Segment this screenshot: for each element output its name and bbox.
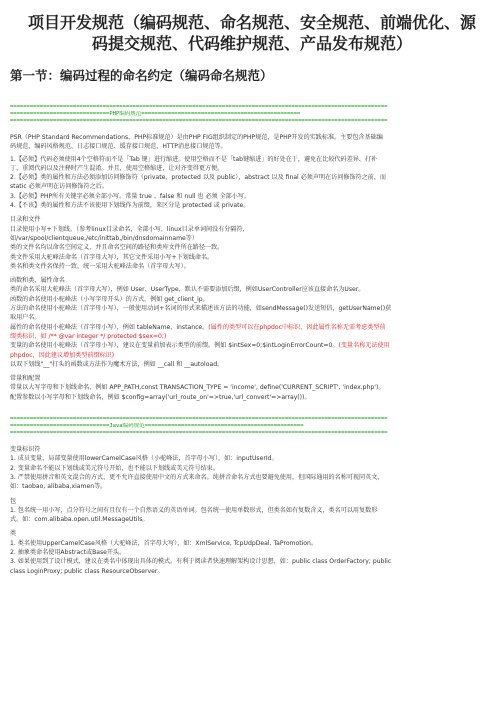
text-line: 如：taobao, alibaba,xiamen等。 (10, 483, 107, 491)
subheading: 类 (10, 530, 17, 538)
text-line: 3.【必须】PHP所有关键字必须全部小写。常量 true 、false 和 null 也 必须 全部小写。 (10, 192, 251, 200)
text-line: 方法的命名使用小驼峰法（首字母小写），一般使用动词+名词的形式来描述该方法的功能，如sendMessage()发送短信，getUserName()获 (10, 305, 392, 313)
java-class-rules (10, 529, 494, 575)
separator-line: ================================================================================================================== (10, 104, 388, 110)
separator-line: ================================================================================================================== (10, 416, 388, 423)
text-line: 1. 成员变量、局部变量使用lowerCamelCase风格（小驼峰法，首字母小写），如：inputUserId。 (10, 455, 278, 463)
subheading: 目录和文件 (10, 216, 41, 224)
text-line: 目录使用小写+下划线。（参考linux目录命名，全部小写，linux目录单词间没有分隔符, (10, 225, 245, 233)
text-line: 1.【必须】代码必须使用4个空格符而不是「Tab 键」进行缩进。使用空格而不是「tab键缩进」的好处在于，避免在比较代码差异、打补 (10, 155, 378, 163)
php-rules (10, 155, 494, 211)
text-line: 3. 严禁使用拼音和英文混合的方式，更不允许直接使用中文的方式来命名。纯拼音命名方式也要避免使用，但国际通用的名称可视同英文， (10, 473, 384, 481)
java-separator-title: ==============================Java编码规范================================================ (10, 423, 304, 430)
php-separator (10, 104, 494, 125)
subheading: 变量标识符 (10, 446, 41, 454)
php-separator-title: ==============================PHP编码规范================================================ (10, 111, 301, 117)
text-line: 2. 抽象类命名使用Abstract或Base开头。 (10, 548, 126, 556)
text-line (10, 341, 494, 350)
text-line: 2.【必须】类的属性和方法必须添加访问修饰符（private、protected 以及 public），abstract 以及 final 必须声明在访问修饰符之前，而 (10, 174, 387, 182)
text-line: 丁、重阅代码以及注释时产生混淆。并且，使用空格缩进，让对齐变得更方便。 (10, 164, 224, 172)
text-span: 变量的命名使用小驼峰法（首字母小写），建议在变量前加表示类型的前缀。例如 $intSex=0;$intLoginErrorCount=0。 (10, 342, 339, 350)
text-line: 如/var/spool/clientqueue,/etc/inittab,/bin/dnsdomainname等） (10, 234, 198, 242)
text-line: 常量以大写字母和下划线命名，例如 APP_PATH,const TRANSACTION_TYPE = 'income', define('CURRENT_SCRIPT', 'index.php')。 (10, 384, 385, 392)
text-span: 属性的命名使用小驼峰法（首字母小写），例如 tableName、instance。 (10, 323, 209, 331)
text-line: PSR（PHP Standard Recommendations，PHP标准规范）是由PHP FIG组织制定的PHP规范，是PHP开发的实践标准。主要包含基础编 (10, 134, 383, 141)
highlight-note: 缀类标识，如 /** @var integer */ protected $sex=0;) (10, 332, 167, 340)
text-line: 函数的命名使用小驼峰法（小写字母开头）的方式，例如 get_client_ip。 (10, 295, 209, 303)
highlight-note: (属性的类型可以在phpdoc中标识，因此属性名称无需考虑类型前 (208, 323, 386, 331)
document-title (10, 12, 494, 54)
text-line: 类的命名采用大驼峰法（首字母大写），例如 User、UserType，默认不需要添加后缀，例如UserController应该直接命名为User。 (10, 286, 365, 294)
text-line: 式。如：com.alibaba.open.util.MessageUtils。 (10, 516, 149, 524)
php-directory-rules (10, 215, 494, 271)
text-line: 1. 包名统一用小写，点分符号之间有且仅有一个自然语义的英语单词。包名统一使用单数形式，但类名如有复数含义，类名可以用复数形 (10, 506, 378, 514)
title-line-2: 码提交规范、代码维护规范、产品发布规范） (91, 34, 412, 53)
subheading: 函数和类、属性命名 (10, 277, 65, 285)
text-line: 配置参数以小写字母和下划线命名，例如 $config=array('url_route_on'=>true,'url_convert'=>array())。 (10, 393, 311, 401)
subheading: 包 (10, 497, 17, 505)
php-constant-rules (10, 374, 494, 402)
text-line: 类文件采用大驼峰法命名（首字母大写），其它文件采用小写+下划线命名。 (10, 253, 214, 261)
text-line: 类名和类文件名保持一致，统一采用大驼峰法命名（首字母大写）。 (10, 262, 190, 270)
text-line: static 必须声明在访问修饰符之后。 (10, 183, 108, 191)
text-line: 取用户名。 (10, 314, 41, 322)
subheading: 常量和配置 (10, 375, 41, 383)
php-function-rules (10, 276, 494, 369)
text-line: 以双下划线"__"打头的函数或方法作为魔术方法，例如 __call 和 __autoload。 (10, 360, 224, 368)
java-package-rules (10, 497, 494, 525)
java-separator (10, 416, 494, 437)
text-line: 1. 类名使用UpperCamelCase风格（大驼峰法，首字母大写），如：XmlService, TcpUdpDeal, TaPromotion。 (10, 539, 317, 547)
java-variable-rules (10, 445, 494, 491)
php-intro (10, 133, 494, 152)
highlight-note: (变量名称无法使用 (338, 342, 390, 350)
highlight-note: phpdoc，因此建议增加类型前缀标识) (10, 351, 115, 359)
text-line (10, 323, 494, 332)
title-line-1: 项目开发规范（编码规范、命名规范、安全规范、前端优化、源 (27, 13, 476, 32)
text-line: 码规范、编码风格规范、日志接口规范、缓存接口规范、HTTP消息接口规范等。 (10, 143, 227, 151)
text-line: 4.【不该】类的属性和方法不该使用下划线作为前缀，来区分是 protected 或 private。 (10, 202, 250, 210)
separator-line: ================================================================================================================== (10, 118, 388, 124)
section-heading: 第一节：编码过程的命名约定（编码命名规范） (10, 68, 273, 83)
text-line: 2. 变量命名不能以下划线或美元符号开始，也不能以下划线或美元符号结束。 (10, 464, 219, 472)
text-line: 3. 如果使用到了设计模式，建议在类名中体现出具体的模式。有利于阅读者快速理解架构设计思想，如：public class OrderFactory; public (10, 558, 392, 566)
text-line: 类的文件名均以命名空间定义，并且命名空间的路径和类库文件所在路径一致。 (10, 244, 224, 252)
text-line: class LoginProxy; public class ResourceObserver。 (10, 567, 164, 575)
separator-line: ================================================================================================================== (10, 430, 388, 437)
